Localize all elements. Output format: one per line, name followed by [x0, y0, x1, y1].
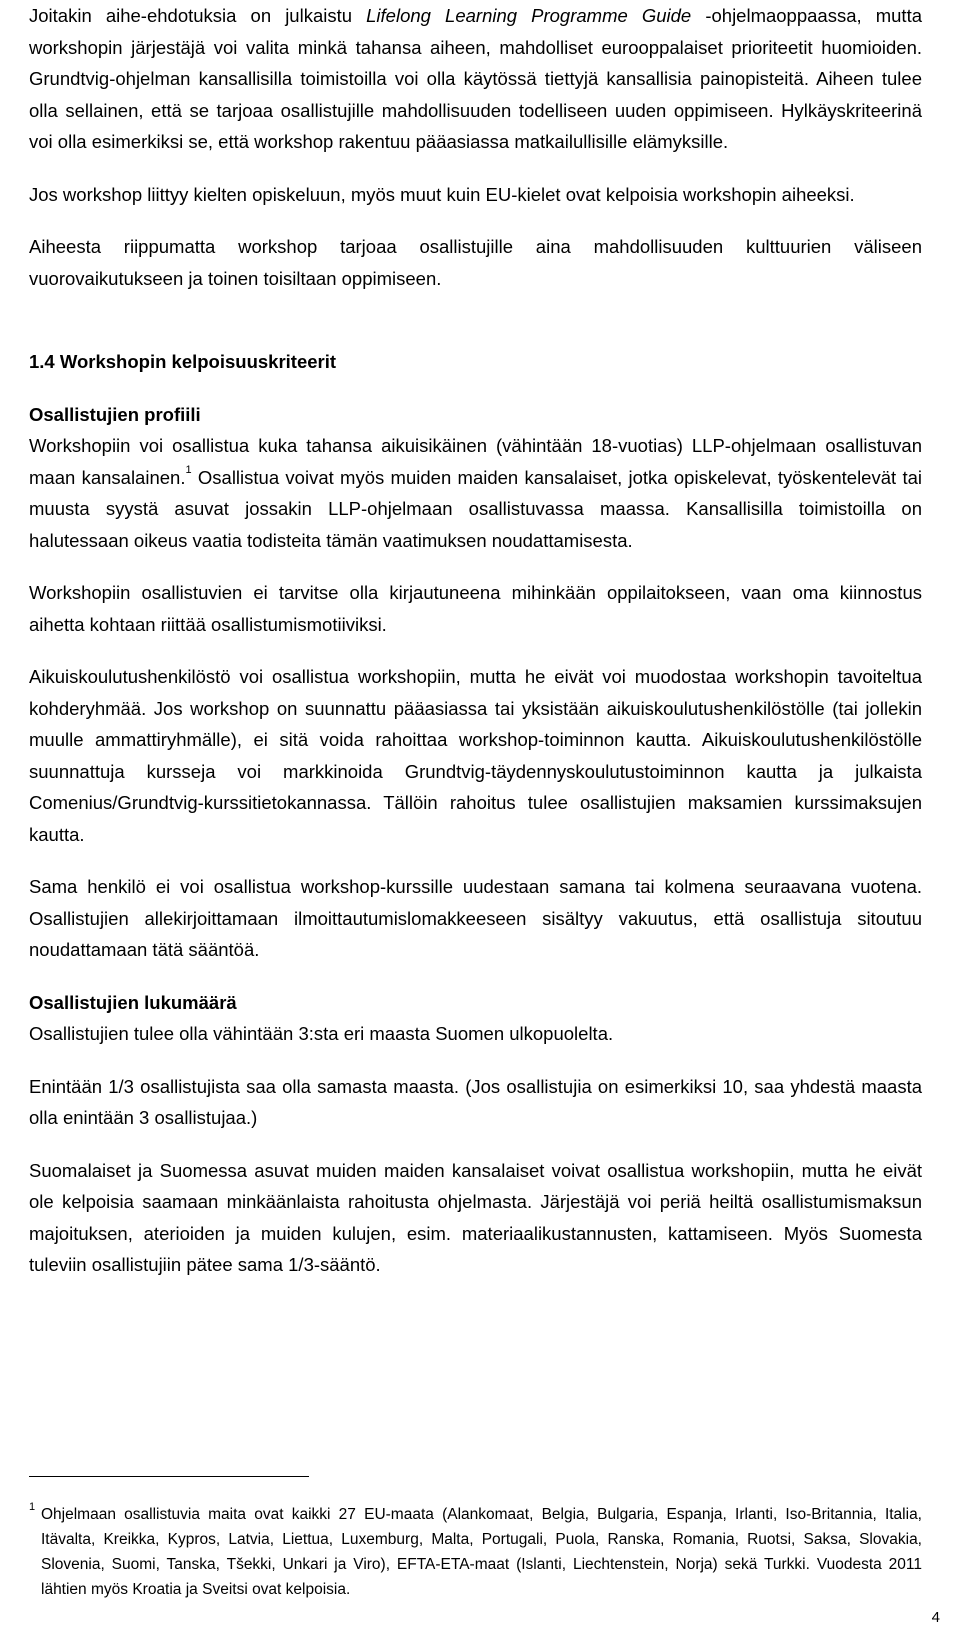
- footnote-mark: 1: [29, 1501, 36, 1513]
- paragraph-eligibility: [29, 430, 922, 556]
- footnote-divider: [29, 1476, 309, 1477]
- footnote-text: Ohjelmaan osallistuvia maita ovat kaikki 27 EU-maata (Alankomaat, Belgia, Bulgaria, Espanja, Irlanti, Iso-Britannia, Italia, Itävalta, Kreikka, Kypros, Latvia, Liettua, Luxemburg, Malta, Portugali, Puola, Ranska, Romania, Ruotsi, Saksa, Slovakia, Slovenia, Suomi, Tanska, Tšekki, Unkari ja Viro), EFTA-ETA-maat (Islanti, Liechtenstein, Norja) sekä Turkki. Vuodesta 2011 lähtien myös Kroatia ja Sveitsi ovat kelpoisia.: [41, 1506, 922, 1598]
- footnote-reference: 1: [185, 464, 192, 477]
- paragraph-text: -ohjelmaoppaassa, mutta workshopin järjestäjä voi valita minkä tahansa aiheen, mahdolliset eurooppalaiset prioriteetit huomioiden. Grundtvig-ohjelman kansallisilla toimistoilla voi olla käytössä tiettyjä kansallisia painopisteitä. Aiheen tulee olla sellainen, että se tarjoaa osallistujille mahdollisuuden todelliseen uuden oppimiseen. Hylkäyskriteerinä voi olla esimerkiksi se, että workshop rakentuu pääasiassa matkailullisille elämyksille.: [29, 5, 923, 152]
- paragraph-text: Workshopiin voi osallistua kuka tahansa aikuisikäinen (vähintään 18-vuotias) LLP-ohjelmaan osallistuvan maan kansalainen.: [29, 435, 922, 488]
- section-heading: 1.4 Workshopin kelpoisuuskriteerit: [29, 351, 337, 372]
- subheading-participant-profile: Osallistujien profiili: [29, 403, 201, 425]
- paragraph-repeat-rule: Sama henkilö ei voi osallistua workshop-kurssille uudestaan samana tai kolmena seuraavana vuotena. Osallistujien allekirjoittamaan ilmoittautumislomakkeeseen sisältyy vakuutus, että osallistuja sitoutuu noudattamaan tätä sääntöä.: [29, 876, 922, 960]
- paragraph-no-enrollment: Workshopiin osallistuvien ei tarvitse olla kirjautuneena mihinkään oppilaitokseen, vaan oma kiinnostus aihetta kohtaan riittää osallistumismotiiviksi.: [29, 582, 922, 635]
- page-number: 4: [931, 1609, 940, 1626]
- footnote: [29, 1502, 922, 1602]
- document-page: [29, 0, 922, 1281]
- guide-title-italic: Lifelong Learning Programme Guide: [366, 5, 692, 26]
- paragraph-finnish-participants: Suomalaiset ja Suomessa asuvat muiden maiden kansalaiset voivat osallistua workshopiin, mutta he eivät ole kelpoisia saamaan minkäänlaista rahoitusta ohjelmasta. Järjestäjä voi periä heiltä osallistumismaksun majoituksen, aterioiden ja muiden kulujen, esim. materiaalikustannusten, kattamiseen. Myös Suomesta tuleviin osallistujiin pätee sama 1/3-sääntö.: [29, 1159, 922, 1275]
- paragraph-min-countries: Osallistujien tulee olla vähintään 3:sta eri maasta Suomen ulkopuolelta.: [29, 1023, 614, 1044]
- paragraph-intercultural: Aiheesta riippumatta workshop tarjoaa osallistujille aina mahdollisuuden kulttuurien väliseen vuorovaikutukseen ja toinen toisiltaan oppimiseen.: [29, 236, 922, 289]
- paragraph-adult-education-staff: Aikuiskoulutushenkilöstö voi osallistua workshopiin, mutta he eivät voi muodostaa workshopin tavoiteltua kohderyhmää. Jos workshop on suunnattu pääasiassa tai yksistään aikuiskoulutushenkilöstölle (tai jollekin muulle ammattiryhmälle), ei sitä voida rahoittaa workshop-toiminnon kautta. Aikuiskoulutushenkilöstölle suunnattuja kursseja voi markkinoida Grundtvig-täydennyskoulutustoiminnon kautta ja julkaista Comenius/Grundtvig-kurssitietokannassa. Tällöin rahoitus tulee osallistujien maksamien kurssimaksujen kautta.: [29, 666, 922, 845]
- paragraph-topics: [29, 0, 922, 158]
- paragraph-text: Osallistua voivat myös muiden maiden kansalaiset, jotka opiskelevat, työskentelevät tai muusta syystä asuvat jossakin LLP-ohjelmaan osallistuvassa maassa. Kansallisilla toimistoilla on halutessaan oikeus vaatia todisteita tämän vaatimuksen noudattamisesta.: [29, 466, 922, 551]
- paragraph-max-per-country: Enintään 1/3 osallistujista saa olla samasta maasta. (Jos osallistujia on esimerkiksi 10, saa yhdestä maasta olla enintään 3 osallistujaa.): [29, 1075, 922, 1128]
- paragraph-languages: Jos workshop liittyy kielten opiskeluun, myös muut kuin EU-kielet ovat kelpoisia workshopin aiheeksi.: [29, 183, 855, 205]
- paragraph-text: Joitakin aihe-ehdotuksia on julkaistu: [29, 5, 367, 26]
- subheading-participant-count: Osallistujien lukumäärä: [29, 991, 237, 1013]
